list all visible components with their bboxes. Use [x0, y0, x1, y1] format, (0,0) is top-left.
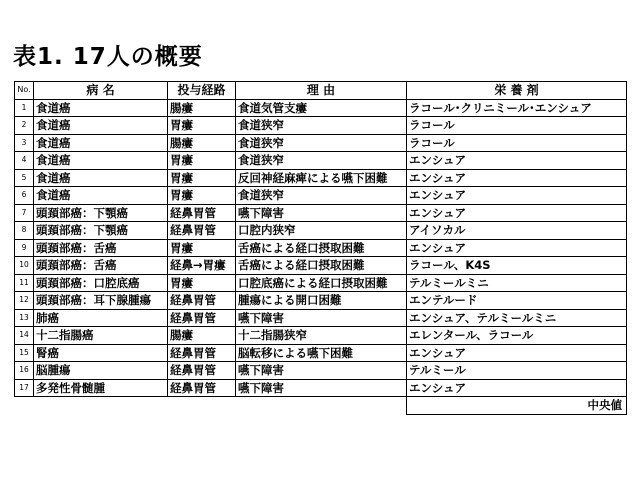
reason-cell: 脳転移による嚥下困難: [236, 344, 407, 362]
reason-cell: 口腔内狭窄: [236, 222, 407, 240]
disease-cell: 脳腫瘍: [34, 362, 168, 380]
patient-summary-table: [14, 81, 627, 415]
nutrition-cell: ラコール: [407, 134, 627, 152]
table-row: [15, 152, 627, 170]
route-cell: 腸瘻: [168, 99, 236, 117]
route-cell: 胃瘻: [168, 152, 236, 170]
table-row: [15, 362, 627, 380]
reason-cell: 食道狭窄: [236, 134, 407, 152]
nutrition-cell: ラコール: [407, 117, 627, 135]
disease-cell: 多発性骨髄腫: [34, 379, 168, 397]
table-header-row: [15, 82, 627, 100]
route-cell: 胃瘻: [168, 239, 236, 257]
nutrition-cell: エンシュア: [407, 239, 627, 257]
table-row: [15, 274, 627, 292]
reason-cell: 嚥下障害: [236, 204, 407, 222]
route-cell: 腸瘻: [168, 134, 236, 152]
route-cell: 経鼻胃管: [168, 309, 236, 327]
disease-cell: 頭頚部癌：口腔底癌: [34, 274, 168, 292]
nutrition-cell: ラコール、K4S: [407, 257, 627, 275]
disease-cell: 頭頚部癌：下顎癌: [34, 222, 168, 240]
route-cell: 胃瘻: [168, 117, 236, 135]
reason-cell: 嚥下障害: [236, 379, 407, 397]
table-row: [15, 169, 627, 187]
route-cell: 腸瘻: [168, 327, 236, 345]
route-cell: 経鼻胃管: [168, 292, 236, 310]
route-cell: 経鼻胃管: [168, 204, 236, 222]
row-number: 11: [15, 274, 34, 292]
row-number: 17: [15, 379, 34, 397]
nutrition-cell: エンシュア: [407, 187, 627, 205]
route-cell: 胃瘻: [168, 274, 236, 292]
nutrition-cell: テルミールミニ: [407, 274, 627, 292]
nutrition-cell: アイソカル: [407, 222, 627, 240]
table-row: [15, 379, 627, 397]
nutrition-cell: エンテルード: [407, 292, 627, 310]
disease-cell: 頭頚部癌：舌癌: [34, 239, 168, 257]
disease-cell: 食道癌: [34, 169, 168, 187]
disease-cell: 十二指腸癌: [34, 327, 168, 345]
footer-spacer: [236, 397, 407, 415]
row-number: 14: [15, 327, 34, 345]
reason-cell: 舌癌による経口摂取困難: [236, 257, 407, 275]
row-number: 9: [15, 239, 34, 257]
table-row: [15, 99, 627, 117]
reason-cell: 反回神経麻痺による嚥下困難: [236, 169, 407, 187]
table-row: [15, 222, 627, 240]
row-number: 6: [15, 187, 34, 205]
nutrition-cell: エンシュア: [407, 204, 627, 222]
nutrition-cell: ラコール･クリニミール･エンシュア: [407, 99, 627, 117]
disease-cell: 頭頚部癌：耳下腺腫瘍: [34, 292, 168, 310]
reason-cell: 食道狭窄: [236, 117, 407, 135]
route-cell: 経鼻胃管: [168, 362, 236, 380]
footer-spacer: [15, 397, 34, 415]
route-cell: 経鼻胃管: [168, 344, 236, 362]
table-row: [15, 309, 627, 327]
row-number: 13: [15, 309, 34, 327]
page-title: 表1. 17人の概要: [13, 44, 203, 70]
table-row: [15, 327, 627, 345]
route-cell: 胃瘻: [168, 169, 236, 187]
disease-cell: 食道癌: [34, 117, 168, 135]
disease-cell: 食道癌: [34, 99, 168, 117]
row-number: 4: [15, 152, 34, 170]
disease-cell: 頭頚部癌：下顎癌: [34, 204, 168, 222]
column-header-nutrition: 栄 養 剤: [407, 82, 627, 100]
table-row: [15, 257, 627, 275]
row-number: 12: [15, 292, 34, 310]
reason-cell: 腫瘍による開口困難: [236, 292, 407, 310]
row-number: 3: [15, 134, 34, 152]
reason-cell: 十二指腸狭窄: [236, 327, 407, 345]
row-number: 1: [15, 99, 34, 117]
row-number: 16: [15, 362, 34, 380]
table-row: [15, 292, 627, 310]
route-cell: 胃瘻: [168, 187, 236, 205]
reason-cell: 舌癌による経口摂取困難: [236, 239, 407, 257]
nutrition-cell: エレンタール、ラコール: [407, 327, 627, 345]
footer-spacer: [168, 397, 236, 415]
reason-cell: 食道狭窄: [236, 152, 407, 170]
table-row: [15, 187, 627, 205]
table-row: [15, 239, 627, 257]
column-header-no: No.: [15, 82, 34, 100]
reason-cell: 嚥下障害: [236, 309, 407, 327]
column-header-disease: 病 名: [34, 82, 168, 100]
row-number: 2: [15, 117, 34, 135]
route-cell: 経鼻→胃瘻: [168, 257, 236, 275]
nutrition-cell: エンシュア: [407, 379, 627, 397]
route-cell: 経鼻胃管: [168, 222, 236, 240]
nutrition-cell: エンシュア: [407, 344, 627, 362]
row-number: 15: [15, 344, 34, 362]
table-row: [15, 204, 627, 222]
column-header-reason: 理 由: [236, 82, 407, 100]
disease-cell: 肺癌: [34, 309, 168, 327]
disease-cell: 食道癌: [34, 152, 168, 170]
table-row: [15, 117, 627, 135]
disease-cell: 食道癌: [34, 134, 168, 152]
nutrition-cell: エンシュア、テルミールミニ: [407, 309, 627, 327]
table-row: [15, 344, 627, 362]
footer-spacer: [34, 397, 168, 415]
reason-cell: 食道狭窄: [236, 187, 407, 205]
row-number: 7: [15, 204, 34, 222]
nutrition-cell: エンシュア: [407, 169, 627, 187]
median-label-cell: 中央値: [407, 397, 627, 415]
nutrition-cell: テルミール: [407, 362, 627, 380]
reason-cell: 口腔底癌による経口摂取困難: [236, 274, 407, 292]
reason-cell: 食道気管支瘻: [236, 99, 407, 117]
row-number: 8: [15, 222, 34, 240]
row-number: 5: [15, 169, 34, 187]
reason-cell: 嚥下障害: [236, 362, 407, 380]
disease-cell: 食道癌: [34, 187, 168, 205]
route-cell: 経鼻胃管: [168, 379, 236, 397]
row-number: 10: [15, 257, 34, 275]
disease-cell: 腎癌: [34, 344, 168, 362]
table-row: [15, 134, 627, 152]
disease-cell: 頭頚部癌：舌癌: [34, 257, 168, 275]
column-header-route: 投与経路: [168, 82, 236, 100]
table-footer-row: [15, 397, 627, 415]
nutrition-cell: エンシュア: [407, 152, 627, 170]
